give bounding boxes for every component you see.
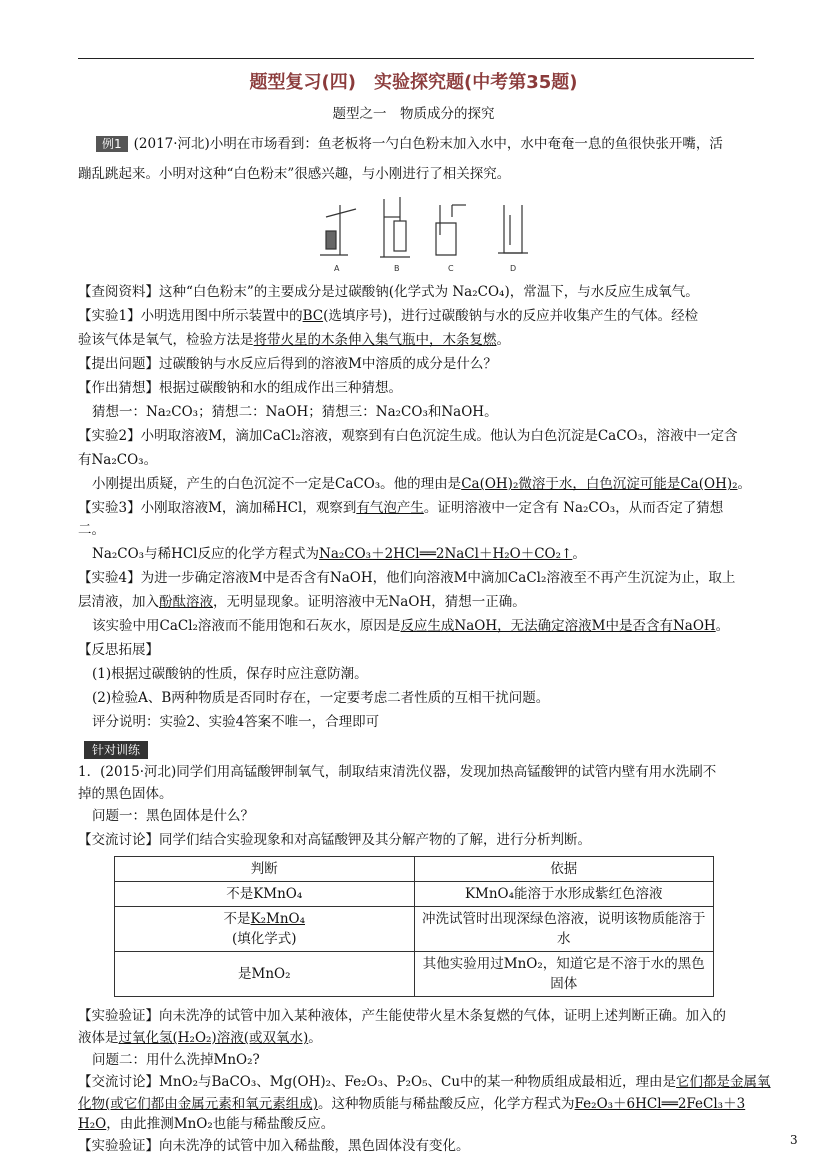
text-line: 【实验验证】向未洗净的试管中加入稀盐酸，黑色固体没有变化。 — [78, 1138, 470, 1154]
answer-fill: 将带火星的木条伸入集气瓶中，木条复燃 — [253, 332, 497, 348]
answer-fill: H₂O — [78, 1116, 107, 1132]
figure-label-c: C — [448, 264, 454, 273]
text-line: (2)检验A、B两种物质是否同时存在，一定要考虑二者性质的互相干扰问题。 — [92, 690, 550, 706]
answer-fill: Ca(OH)₂微溶于水，白色沉淀可能是Ca(OH)₂ — [461, 476, 738, 492]
table-row — [115, 882, 714, 907]
table-cell: 是MnO₂ — [115, 952, 415, 997]
text-line: 【实验4】为进一步确定溶液M中是否含有NaOH，他们向溶液M中滴加CaCl₂溶液至不再产生沉淀为止，取上 — [78, 570, 736, 586]
text-line: 问题二：用什么洗掉MnO₂? — [92, 1052, 260, 1068]
text-line: 【查阅资料】这种“白色粉末”的主要成分是过碳酸钠(化学式为 Na₂CO₄)，常温下，与水反应生成氧气。 — [78, 284, 699, 300]
answer-fill: 它们都是金属氧 — [676, 1074, 771, 1090]
figure-label-d: D — [510, 264, 517, 273]
answer-fill: K₂MnO₄ — [250, 911, 305, 927]
table-header-row — [115, 857, 714, 882]
table-cell: KMnO₄能溶于水形成紫红色溶液 — [414, 882, 714, 907]
text-line: 掉的黑色固体。 — [78, 786, 173, 802]
text-line: 【交流讨论】MnO₂与BaCO₃、Mg(OH)₂、Fe₂O₃、P₂O₅、Cu中的某一种物质组成最相近，理由是它们都是金属氧 — [78, 1074, 771, 1090]
text-line: 【实验验证】向未洗净的试管中加入某种液体，产生能使带火星木条复燃的气体，证明上述判断正确。加入的 — [78, 1008, 726, 1024]
practice-tag: 针对训练 — [84, 741, 148, 759]
table-header: 依据 — [414, 857, 714, 882]
table-header: 判断 — [115, 857, 415, 882]
text-line: 【实验3】小刚取溶液M，滴加稀HCl，观察到有气泡产生。证明溶液中一定含有 Na₂CO₃，从而否定了猜想 — [78, 500, 724, 516]
example-intro-line: 例1 (2017·河北)小明在市场看到：鱼老板将一勺白色粉末加入水中，水中奄奄一息的鱼很快张开嘴，活 — [96, 134, 786, 154]
figure-label-a: A — [334, 264, 340, 273]
answer-fill: 化物(或它们都由金属元素和氧元素组成) — [78, 1096, 319, 1112]
table-cell: 不是KMnO₄ — [115, 882, 415, 907]
text-line: 小刚提出质疑，产生的白色沉淀不一定是CaCO₃。他的理由是Ca(OH)₂微溶于水，白色沉淀可能是Ca(OH)₂。 — [92, 476, 752, 492]
text-line: 【交流讨论】同学们结合实验现象和对高锰酸钾及其分解产物的了解，进行分析判断。 — [78, 832, 591, 848]
example-intro-line: 蹦乱跳起来。小明对这种“白色粉末”很感兴趣，与小刚进行了相关探究。 — [78, 166, 511, 182]
text-line: 【提出问题】过碳酸钠与水反应后得到的溶液M中溶质的成分是什么？ — [78, 356, 497, 372]
answer-fill: 有气泡产生 — [356, 500, 424, 516]
text-line: 【实验2】小明取溶液M，滴加CaCl₂溶液，观察到有白色沉淀生成。他认为白色沉淀是CaCO₃，溶液中一定含 — [78, 428, 738, 444]
text-line: (1)根据过碳酸钠的性质，保存时应注意防潮。 — [92, 666, 368, 682]
judgment-table — [114, 856, 714, 997]
header-rule — [78, 58, 754, 59]
text-line: 该实验中用CaCl₂溶液而不能用饱和石灰水，原因是反应生成NaOH，无法确定溶液M中是否含有NaOH。 — [92, 618, 730, 634]
table-cell: 不是K₂MnO₄ (填化学式) — [115, 907, 415, 952]
text-line: 有Na₂CO₃。 — [78, 452, 158, 468]
page-subtitle: 题型之一 物质成分的探究 — [332, 106, 495, 122]
text-line: H₂O，由此推测MnO₂也能与稀盐酸反应。 — [78, 1116, 335, 1132]
text-line: 验该气体是氧气，检验方法是将带火星的木条伸入集气瓶中，木条复燃。 — [78, 332, 510, 348]
text-line: 问题一：黑色固体是什么？ — [92, 808, 254, 824]
table-row — [115, 907, 714, 952]
answer-fill: 反应生成NaOH，无法确定溶液M中是否含有NaOH — [400, 618, 716, 634]
page-number: 3 — [790, 1133, 798, 1147]
text-line: 【反思拓展】 — [78, 642, 159, 658]
text-line: 评分说明：实验2、实验4答案不唯一，合理即可 — [92, 714, 380, 730]
text-line: 层清液，加入酚酞溶液，无明显现象。证明溶液中无NaOH，猜想一正确。 — [78, 594, 526, 610]
answer-fill: BC — [302, 308, 324, 324]
text-line: 1．(2015·河北)同学们用高锰酸钾制氧气，制取结束清洗仪器，发现加热高锰酸钾的试管内壁有用水洗刷不 — [78, 764, 717, 780]
example-tag: 例1 — [96, 136, 128, 152]
table-cell: 冲洗试管时出现深绿色溶液，说明该物质能溶于水 — [414, 907, 714, 952]
answer-fill: Na₂CO₃＋2HCl══2NaCl＋H₂O＋CO₂↑ — [319, 546, 573, 562]
table-row — [115, 952, 714, 997]
text-line: 液体是过氧化氢(H₂O₂)溶液(或双氧水)。 — [78, 1030, 322, 1046]
answer-fill: 酚酞溶液 — [159, 594, 213, 610]
text-line: 二。 — [78, 522, 105, 538]
text-line: 化物(或它们都由金属元素和氧元素组成)。这种物质能与稀盐酸反应，化学方程式为Fe₂O₃＋6HCl══2FeCl₃＋3 — [78, 1096, 746, 1112]
text-line: Na₂CO₃与稀HCl反应的化学方程式为Na₂CO₃＋2HCl══2NaCl＋H₂O＋CO₂↑。 — [92, 546, 586, 562]
text-line: 【实验1】小明选用图中所示装置中的BC(选填序号)，进行过碳酸钠与水的反应并收集产生的气体。经检 — [78, 308, 699, 324]
answer-fill: 过氧化氢(H₂O₂)溶液(或双氧水) — [118, 1030, 309, 1046]
page-title: 题型复习(四) 实验探究题(中考第35题) — [249, 72, 578, 93]
figure-label-b: B — [394, 264, 400, 273]
answer-fill: Fe₂O₃＋6HCl══2FeCl₃＋3 — [574, 1096, 746, 1112]
practice-heading — [84, 740, 774, 760]
table-cell: 其他实验用过MnO₂，知道它是不溶于水的黑色固体 — [414, 952, 714, 997]
text-line: 【作出猜想】根据过碳酸钠和水的组成作出三种猜想。 — [78, 380, 402, 396]
apparatus-figure — [318, 195, 538, 277]
text-line: 猜想一：Na₂CO₃；猜想二：NaOH；猜想三：Na₂CO₃和NaOH。 — [92, 404, 498, 420]
